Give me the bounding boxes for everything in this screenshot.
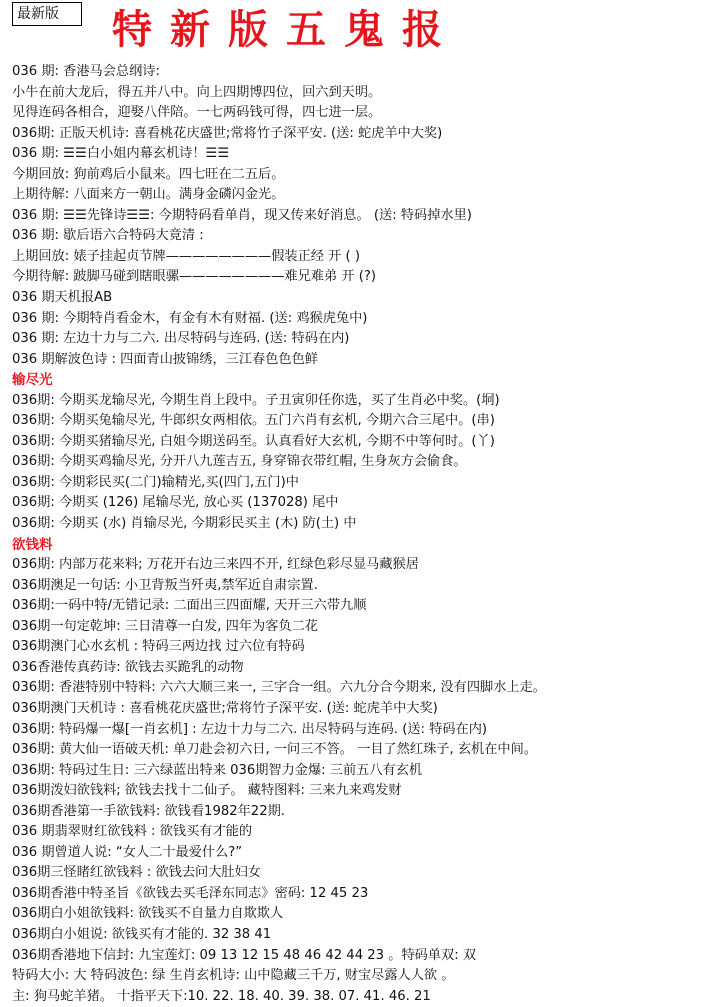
text-line: 036 期: 左边十力与二六. 出尽特码与连码. (送: 特码在内) — [12, 331, 350, 347]
text-line: 036期: 今期买鸡输尽光, 分开八九莲吉五, 身穿锦衣带红帽, 生身灰方会偷食。 — [12, 454, 467, 470]
text-line: 主: 狗马蛇羊猪。 十指平天下:10. 22. 18. 40. 39. 38. 07. 41. 46. 21 — [12, 988, 431, 1004]
text-line: 036期: 内部万花来料; 万花开右边三来四不开, 红绿色彩尽显马藏猴居 — [12, 557, 419, 573]
text-line: 036期: 今期买龙输尽光, 今期生肖上段中。子丑寅卯任你选，买了生肖必中奖。(垌) — [12, 392, 500, 408]
text-line: 036期: 今期买 (126) 尾输尽光, 放心买 (137028) 尾中 — [12, 495, 339, 511]
text-line: 036期泼妇欲钱料; 欲钱去找十二仙子。 藏特图料: 三来九来鸡发财 — [12, 783, 402, 799]
text-line: 上期待解: 八面来方一朝山。满身金磷闪金光。 — [12, 187, 285, 203]
text-line: 036 期: ☰☰先锋诗☰☰: 今期特码看单肖，现又传来好消息。 (送: 特码掉水里) — [12, 207, 472, 223]
text-line: 036 期: 歇后语六合特码大竟清 : — [12, 228, 204, 244]
text-line: 036 期: 香港马会总纲诗: — [12, 64, 160, 79]
section-heading: 欲钱料 — [12, 536, 53, 553]
section-heading: 输尽光 — [12, 372, 53, 389]
text-line: 036期三怪睹红欲钱料 : 欲钱去问大肚妇女 — [12, 865, 261, 881]
text-line: 今期回放: 狗前鸡后小鼠来。四七旺在二五后。 — [12, 166, 285, 182]
text-line: 036期澳门心水玄机 : 特码三两边找 过六位有特码 — [12, 639, 305, 655]
text-line: 036期: 特码过生日: 三六绿蓝出特来 036期智力金爆: 三前五八有玄机 — [12, 762, 423, 778]
text-line: 见得连码各相合，迎娶八伴陪。一七两码钱可得，四七进一层。 — [12, 105, 382, 121]
text-line: 特码大小: 大 特码波色: 绿 生肖玄机诗: 山中隐藏三千万, 财宝尽露人人欲 。 — [12, 968, 455, 984]
text-line: 036 期: 今期特肖看金木，有金有木有财福. (送: 鸡猴虎兔中) — [12, 310, 368, 326]
content-body — [12, 62, 700, 1007]
text-line: 036期香港地下信封: 九宝莲灯: 09 13 12 15 48 46 42 44 23 。特码单双: 双 — [12, 947, 477, 963]
text-line: 036期白小姐说: 欲钱买有才能的. 32 38 41 — [12, 926, 272, 942]
text-line: 今期待解: 跛脚马碰到瞎眼骡————————难兄难弟 开 (?) — [12, 269, 376, 285]
text-line: 036 期曾道人说: “女人二十最爱什么?” — [12, 844, 243, 860]
text-line: 036 期: ☰☰白小姐内幕玄机诗！☰☰ — [12, 146, 230, 162]
text-line: 036期一句定乾坤: 三日清尊一白发, 四年为客负二花 — [12, 618, 318, 634]
text-line: 036期: 黄大仙一语破天机: 单刀赴会初六日, 一问三不答。 一目了然红珠子, 玄机在中间。 — [12, 742, 537, 758]
text-line: 036期香港中特圣旨《欲钱去买毛泽东同志》密码: 12 45 23 — [12, 885, 369, 901]
text-line: 036期:一码中特/无错记录: 二面出三四面耀, 天开三六带九顺 — [12, 598, 367, 614]
text-line: 036期: 特码爆一爆[一肖玄机] : 左边十力与二六. 出尽特码与连码. (送: 特码在内) — [12, 721, 488, 737]
page-title: 特新版五鬼报 — [112, 6, 460, 53]
text-line: 036 期天机报AB — [12, 290, 113, 306]
text-line: 036期: 今期买 (水) 肖输尽光, 今期彩民买主 (木) 防(土) 中 — [12, 516, 357, 532]
text-line: 036 期解波色诗 : 四面青山披锦绣，三江春色色色鲜 — [12, 351, 318, 367]
text-line: 036期: 今期买兔输尽光, 牛郎织女两相依。五门六肖有玄机, 今期六合三尾中。(串) — [12, 413, 495, 429]
text-line: 036期香港第一手欲钱料: 欲钱看1982年22期. — [12, 803, 285, 819]
text-line: 上期回放: 婊子挂起贞节牌————————假装正经 开 ( ) — [12, 248, 360, 264]
text-line: 036期: 香港特别中特料: 六六大顺三来一, 三字合一组。六九分合今期来, 没有四脚水上走。 — [12, 680, 546, 696]
version-badge: 最新版 — [12, 2, 82, 26]
text-line: 036 期翡翠财红欲钱料 : 欲钱买有才能的 — [12, 824, 253, 840]
text-line: 036期澳门天机诗 : 喜看桃花庆盛世;常将竹子深平安. (送: 蛇虎羊中大奖) — [12, 700, 438, 716]
text-line: 036期澳足一句话: 小卫背叛当歼夷,禁军近自肃宗置. — [12, 577, 318, 593]
text-line: 036期白小姐欲钱料: 欲钱买不自量力自欺欺人 — [12, 906, 284, 922]
text-line: 036香港传真药诗: 欲钱去买跪乳的动物 — [12, 659, 244, 675]
text-line: 036期: 正版天机诗: 喜看桃花庆盛世;常将竹子深平安. (送: 蛇虎羊中大奖) — [12, 125, 443, 141]
text-line: 小牛在前大龙后，得五并八中。向上四期博四位，回六到天明。 — [12, 84, 382, 100]
text-line: 036期: 今期彩民买(二门)输精光,买(四门,五门)中 — [12, 474, 299, 490]
text-line: 036期: 今期买猪输尽光, 白姐今期送码至。认真看好大玄机, 今期不中等何时。(丫) — [12, 433, 495, 449]
